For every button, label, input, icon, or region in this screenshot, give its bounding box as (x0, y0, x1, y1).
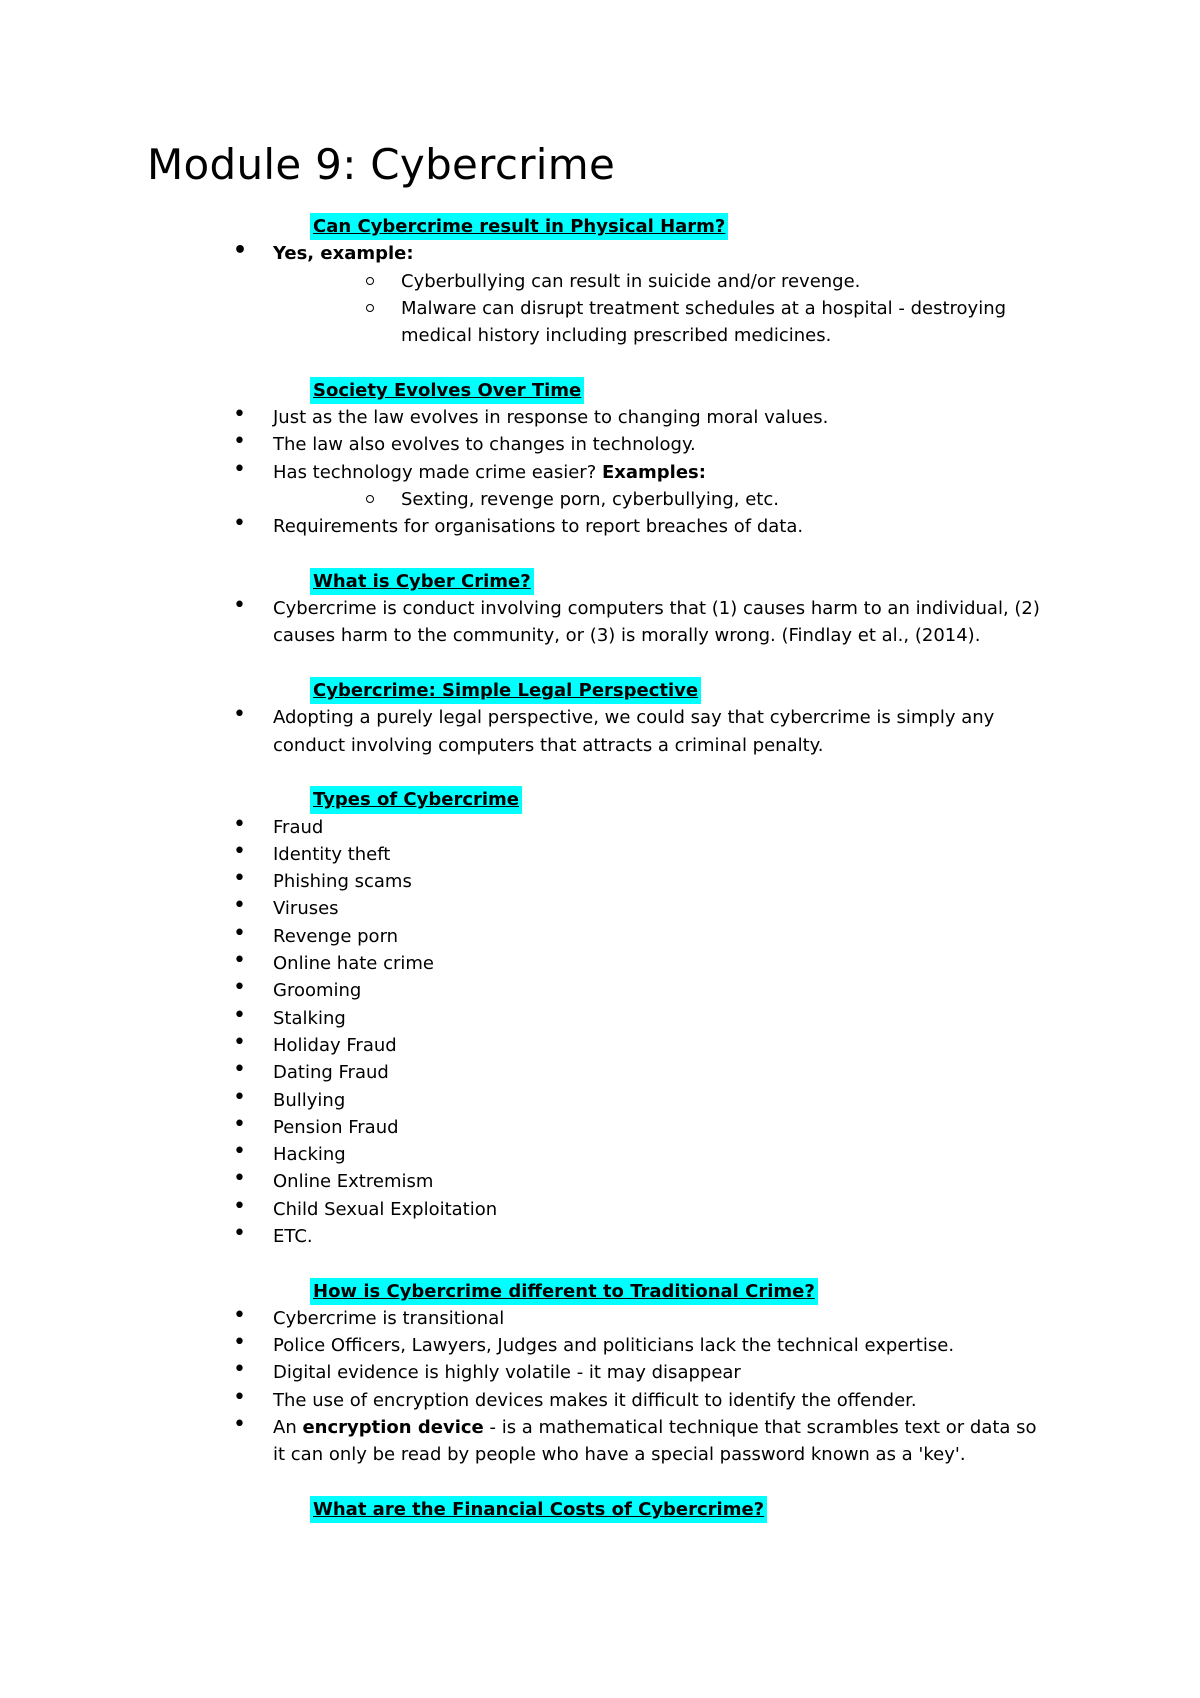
section-financial-costs (0, 1496, 1200, 1523)
list-item: • Viruses (0, 895, 1043, 922)
bullet-list (0, 404, 1200, 540)
list-item: • Stalking (0, 1005, 1043, 1032)
list-item: • Fraud (0, 814, 1043, 841)
list-item (0, 1414, 1043, 1469)
list-item: • Yes, example: (0, 240, 1043, 267)
section-heading: What is Cyber Crime? (310, 568, 534, 595)
list-item: • Identity theft (0, 841, 1043, 868)
section-heading: Can Cybercrime result in Physical Harm? (310, 213, 728, 240)
list-item: • Child Sexual Exploitation (0, 1196, 1043, 1223)
list-item-bold: encryption device (302, 1417, 484, 1439)
section-heading: Society Evolves Over Time (310, 377, 584, 404)
bullet-list (0, 240, 1200, 349)
sub-list-item: Malware can disrupt treatment schedules at a hospital - destroying medical history including prescribed medicines. (0, 295, 1043, 350)
bullet-list (0, 704, 1200, 759)
list-item-text: Has technology made crime easier? (273, 461, 602, 483)
list-item: • Revenge porn (0, 923, 1043, 950)
section-society-evolves (0, 377, 1200, 541)
list-item: • Just as the law evolves in response to changing moral values. (0, 404, 1043, 431)
list-item (0, 459, 1043, 486)
section-types-of-cybercrime (0, 786, 1200, 1250)
list-item: • Police Officers, Lawyers, Judges and politicians lack the technical expertise. (0, 1332, 1043, 1359)
list-item: • The law also evolves to changes in technology. (0, 431, 1043, 458)
list-item: • The use of encryption devices makes it difficult to identify the offender. (0, 1387, 1043, 1414)
list-item: • Online Extremism (0, 1168, 1043, 1195)
sub-list-item: Sexting, revenge porn, cyberbullying, etc. (0, 486, 1043, 513)
list-item-text: An (273, 1417, 303, 1439)
list-item: • Cybercrime is transitional (0, 1305, 1043, 1332)
list-item: • Pension Fraud (0, 1114, 1043, 1141)
list-item: • Dating Fraud (0, 1059, 1043, 1086)
list-item: • Cybercrime is conduct involving computers that (1) causes harm to an individual, (2) causes harm to the community, or (3) is morally wrong. (Findlay et al., (2014). (0, 595, 1043, 650)
list-item-bold: Examples: (601, 461, 706, 483)
list-item-tail: - is a mathematical technique that scrambles text or data so it can only be read by people who have a special password known as a 'key'. (273, 1417, 1037, 1466)
section-heading: How is Cybercrime different to Traditional Crime? (310, 1278, 818, 1305)
section-physical-harm (0, 213, 1200, 349)
bullet-list (0, 814, 1200, 1251)
page-title: Module 9: Cybercrime (147, 140, 616, 189)
list-item: • Adopting a purely legal perspective, we could say that cybercrime is simply any conduct involving computers that attracts a criminal penalty. (0, 704, 1043, 759)
sub-list-item: Cyberbullying can result in suicide and/or revenge. (0, 268, 1043, 295)
section-legal-perspective (0, 677, 1200, 759)
list-item: • ETC. (0, 1223, 1043, 1250)
list-item: • Online hate crime (0, 950, 1043, 977)
section-cybercrime-vs-traditional (0, 1278, 1200, 1469)
section-heading: Types of Cybercrime (310, 786, 522, 813)
bullet-list (0, 595, 1200, 650)
list-item: • Grooming (0, 977, 1043, 1004)
bullet-list (0, 1305, 1200, 1469)
section-what-is-cyber-crime (0, 568, 1200, 650)
document-body (0, 213, 1200, 1551)
list-item: • Bullying (0, 1087, 1043, 1114)
list-item: • Holiday Fraud (0, 1032, 1043, 1059)
section-heading: What are the Financial Costs of Cybercrime? (310, 1496, 767, 1523)
list-item: • Phishing scams (0, 868, 1043, 895)
list-item: • Requirements for organisations to report breaches of data. (0, 513, 1043, 540)
list-item: • Digital evidence is highly volatile - it may disappear (0, 1359, 1043, 1386)
list-item: • Hacking (0, 1141, 1043, 1168)
section-heading: Cybercrime: Simple Legal Perspective (310, 677, 701, 704)
